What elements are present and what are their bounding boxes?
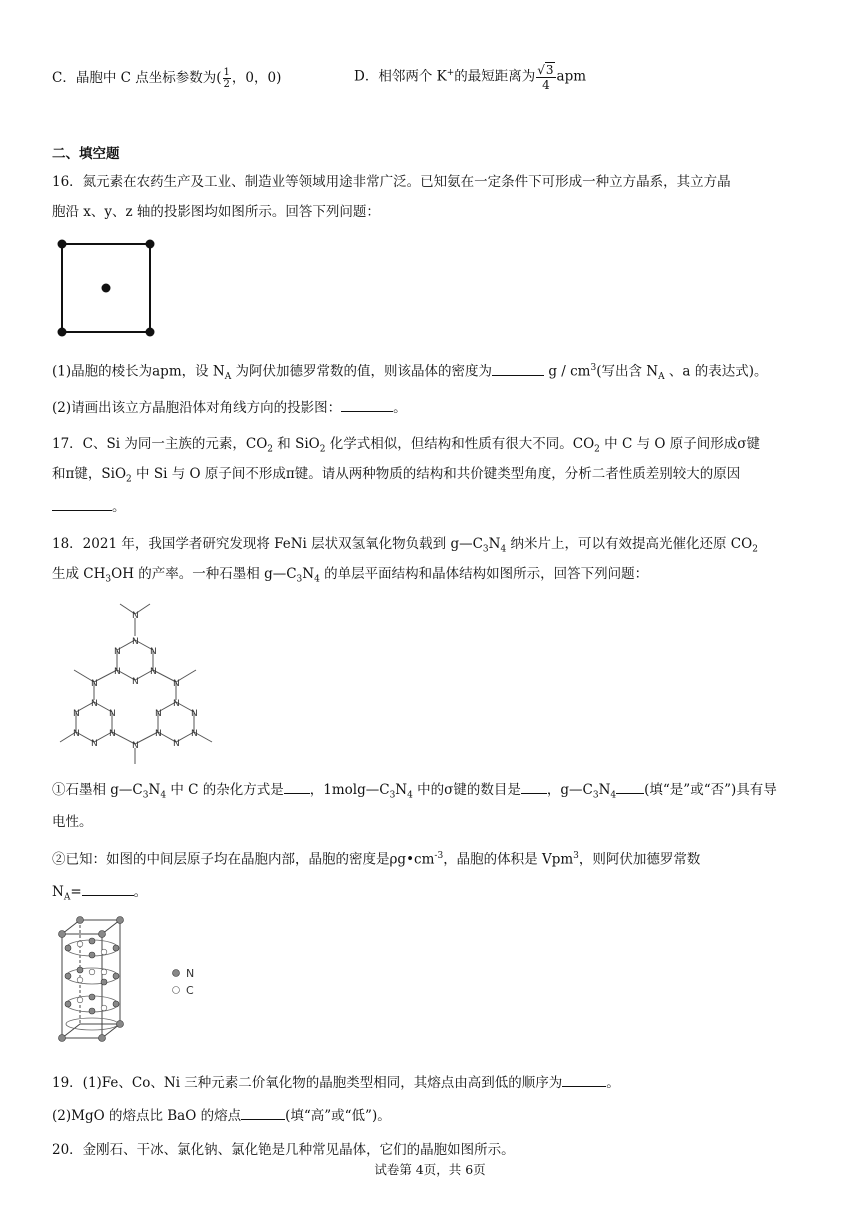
svg-text:N: N	[91, 699, 98, 709]
answer-blank[interactable]	[82, 895, 134, 896]
q16-part2: (2)请画出该立方晶胞沿体对角线方向的投影图： 。	[52, 400, 407, 416]
svg-text:N: N	[109, 709, 116, 719]
q18-line2: 生成 $CH_3OH$ 的产率。一种石墨相 $g—C_3N_4$ 的单层平面结构和晶体结构如图所示，回答下列问题：	[52, 566, 649, 585]
svg-text:N: N	[173, 679, 180, 689]
svg-text:N: N	[173, 699, 180, 709]
svg-text:N: N	[173, 739, 180, 749]
q18-sub1: ①石墨相 $g—C_3N_4$ 中 C 的杂化方式是 ，$1molg—C_3N_4$ 中的σ键的数目是 ，$g—C_3N_4$ (填“是”或“否”)具有导	[52, 782, 777, 801]
answer-blank[interactable]	[241, 1119, 285, 1120]
answer-blank[interactable]	[52, 510, 112, 511]
svg-text:N: N	[191, 709, 198, 719]
q17-line3: 。	[52, 497, 126, 517]
q18-line1: 18．2021 年，我国学者研究发现将 FeNi 层状双氢氧化物负载到 $g—C_3N_4$ 纳米片上，可以有效提高光催化还原 $CO_2$	[52, 536, 758, 555]
svg-text:N: N	[132, 677, 139, 687]
q17-line2: 和π键，SiO$_2$ 中 Si 与 O 原子间不形成π键。请从两种物质的结构和共价键类型角度，分析二者性质差别较大的原因	[52, 466, 741, 485]
svg-text:N: N	[132, 741, 139, 751]
q19-line2: (2)MgO 的熔点比 BaO 的熔点 (填“高”或“低”)。	[52, 1108, 391, 1124]
svg-text:N: N	[73, 709, 80, 719]
svg-text:N: N	[132, 637, 139, 647]
svg-text:N: N	[109, 729, 116, 739]
svg-text:N: N	[155, 729, 162, 739]
g-c3n4-structure-figure	[52, 590, 222, 776]
q16-line1: 16．氮元素在农药生产及工业、制造业等领域用途非常广泛。已知氨在一定条件下可形成一种立方晶系，其立方晶	[52, 174, 731, 190]
fraction-half: $\frac{1}{2}$	[223, 67, 230, 90]
q20-line1: 20．金刚石、干冰、氯化钠、氯化铯是几种常见晶体，它们的晶胞如图所示。	[52, 1142, 515, 1158]
q19-line1: 19．(1)Fe、Co、Ni 三种元素二价氧化物的晶胞类型相同，其熔点由高到低的顺序为 。	[52, 1075, 620, 1091]
q16-line2: 胞沿 x、y、z 轴的投影图均如图所示。回答下列问题：	[52, 204, 380, 220]
svg-text:N: N	[191, 729, 198, 739]
svg-text:N: N	[91, 739, 98, 749]
option-d: D．相邻两个 K+的最短距离为 $\frac{√3}{4}$ apm	[354, 63, 587, 92]
svg-text:N: N	[150, 647, 157, 657]
q18-sub1-cont: 电性。	[52, 814, 93, 830]
page-footer: 试卷第 4页，共 6页	[374, 1162, 486, 1177]
section-heading: 二、填空题	[52, 146, 120, 162]
answer-blank[interactable]	[616, 793, 644, 794]
fraction-sqrt3-over-4: $\frac{√3}{4}$	[537, 63, 554, 92]
legend-n: N	[186, 967, 195, 980]
svg-text:N: N	[150, 667, 157, 677]
g-c3n4-crystal-figure	[52, 914, 212, 1054]
svg-text:N: N	[132, 611, 139, 621]
q17-line1: 17．C、Si 为同一主族的元素，$CO_2$ 和 SiO$_2$ 化学式相似，但结构和性质有很大不同。$CO_2$ 中 C 与 O 原子间形成σ键	[52, 436, 760, 455]
option-c: C．晶胞中 C 点坐标参数为( $\frac{1}{2}$ ，0，0)	[52, 67, 282, 90]
q16-part1: (1)晶胞的棱长为apm，设 $N_A$ 为阿伏加德罗常数的值，则该晶体的密度为 g / $cm^3$(写出含 $N_A$ 、a 的表达式)。	[52, 363, 768, 383]
svg-text:N: N	[155, 709, 162, 719]
q18-sub2: ②已知：如图的中间层原子均在晶胞内部，晶胞的密度是$\rho g•cm^{-3}$，晶胞的体积是 Vpm$^3$，则阿伏加德罗常数	[52, 851, 701, 868]
svg-text:N: N	[91, 679, 98, 689]
cubic-projection-figure	[52, 235, 172, 345]
svg-text:N: N	[73, 729, 80, 739]
answer-blank[interactable]	[284, 793, 310, 794]
svg-text:N: N	[114, 647, 121, 657]
q18-sub2-cont: $N_A=$ 。	[52, 884, 148, 903]
answer-blank[interactable]	[341, 411, 393, 412]
answer-blank[interactable]	[492, 375, 544, 376]
answer-blank[interactable]	[562, 1086, 606, 1087]
legend-c: C	[186, 984, 194, 997]
svg-text:N: N	[114, 667, 121, 677]
answer-blank[interactable]	[521, 793, 547, 794]
